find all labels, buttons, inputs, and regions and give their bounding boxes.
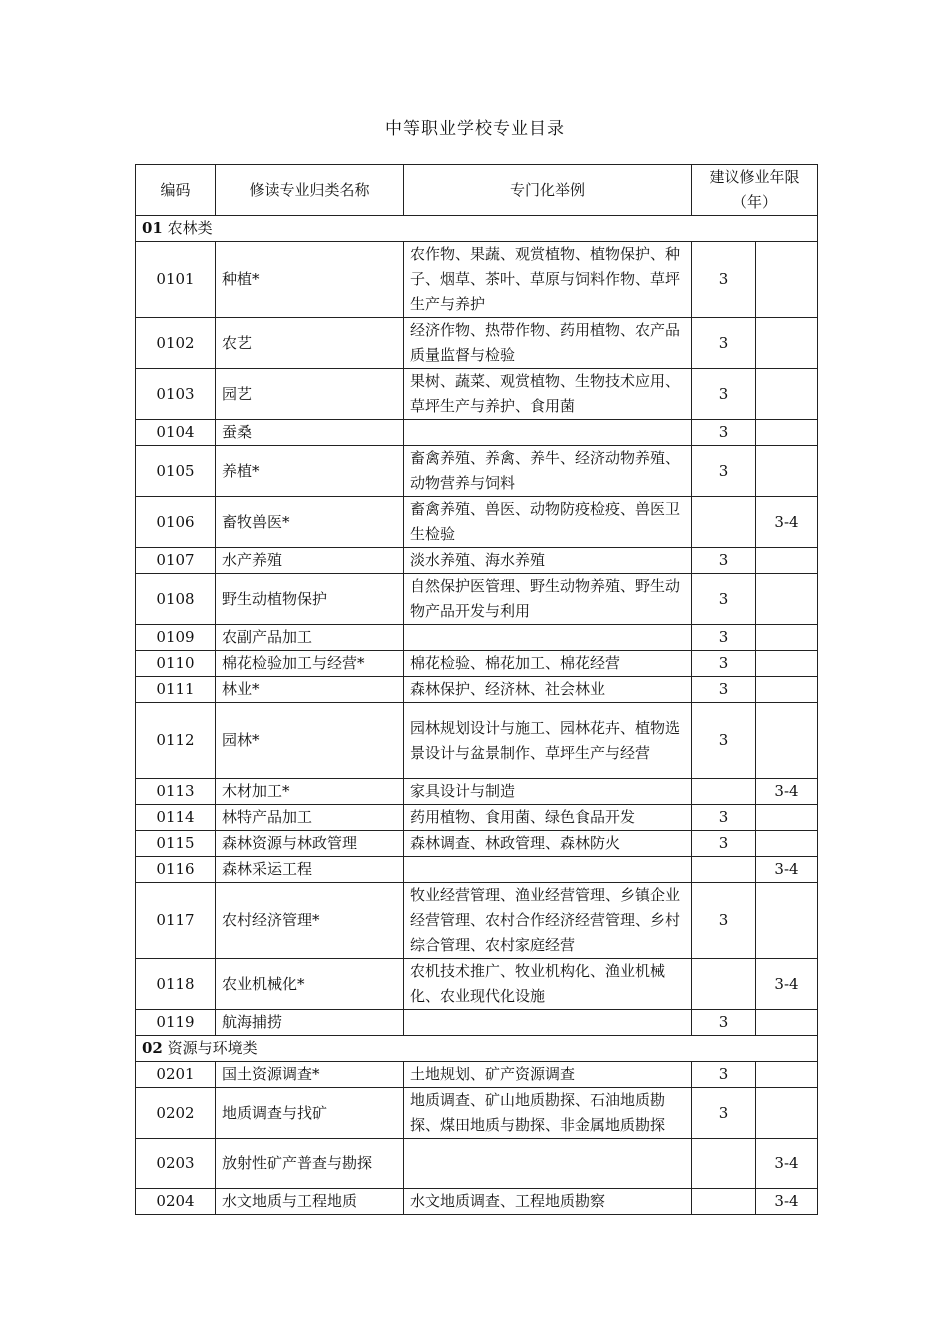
years-3-4 — [756, 548, 818, 574]
major-code: 0102 — [136, 318, 216, 369]
years-3-4: 3-4 — [756, 497, 818, 548]
specialization-examples: 农作物、果蔬、观赏植物、植物保护、种子、烟草、茶叶、草原与饲料作物、草坪生产与养护 — [404, 242, 692, 318]
table-row — [136, 779, 818, 805]
years-3-4 — [756, 883, 818, 959]
table-row — [136, 1062, 818, 1088]
years-3 — [692, 1189, 756, 1215]
years-3: 3 — [692, 677, 756, 703]
major-name: 林特产品加工 — [216, 805, 404, 831]
years-3: 3 — [692, 548, 756, 574]
years-3-4: 3-4 — [756, 1139, 818, 1189]
specialization-examples: 淡水养殖、海水养殖 — [404, 548, 692, 574]
major-name: 农业机械化* — [216, 959, 404, 1010]
years-3 — [692, 779, 756, 805]
specialization-examples: 牧业经营管理、渔业经营管理、乡镇企业经营管理、农村合作经济经营管理、乡村综合管理、农村家庭经营 — [404, 883, 692, 959]
years-3-4 — [756, 446, 818, 497]
years-3-4 — [756, 242, 818, 318]
major-code: 0117 — [136, 883, 216, 959]
specialization-examples: 畜禽养殖、养禽、养牛、经济动物养殖、动物营养与饲料 — [404, 446, 692, 497]
major-code: 0204 — [136, 1189, 216, 1215]
years-3-4 — [756, 625, 818, 651]
years-3 — [692, 1139, 756, 1189]
major-name: 棉花检验加工与经营* — [216, 651, 404, 677]
specialization-examples: 土地规划、矿产资源调查 — [404, 1062, 692, 1088]
major-name: 木材加工* — [216, 779, 404, 805]
years-3 — [692, 497, 756, 548]
years-3: 3 — [692, 703, 756, 779]
table-row — [136, 959, 818, 1010]
major-code: 0116 — [136, 857, 216, 883]
table-row — [136, 497, 818, 548]
specialization-examples: 果树、蔬菜、观赏植物、生物技术应用、草坪生产与养护、食用菌 — [404, 369, 692, 420]
specialization-examples: 棉花检验、棉花加工、棉花经营 — [404, 651, 692, 677]
table-row — [136, 420, 818, 446]
major-name: 畜牧兽医* — [216, 497, 404, 548]
major-code: 0115 — [136, 831, 216, 857]
years-3-4 — [756, 369, 818, 420]
major-name: 国土资源调查* — [216, 1062, 404, 1088]
table-row — [136, 242, 818, 318]
specialization-examples: 园林规划设计与施工、园林花卉、植物选景设计与盆景制作、草坪生产与经营 — [404, 703, 692, 779]
years-3-4 — [756, 574, 818, 625]
table-row — [136, 446, 818, 497]
table-row — [136, 548, 818, 574]
major-code: 0202 — [136, 1088, 216, 1139]
major-code: 0113 — [136, 779, 216, 805]
major-name: 航海捕捞 — [216, 1010, 404, 1036]
table-row — [136, 677, 818, 703]
table-row — [136, 1088, 818, 1139]
major-code: 0118 — [136, 959, 216, 1010]
specialization-examples — [404, 1010, 692, 1036]
years-3-4 — [756, 1010, 818, 1036]
major-code: 0112 — [136, 703, 216, 779]
years-3-4: 3-4 — [756, 779, 818, 805]
major-name: 林业* — [216, 677, 404, 703]
major-name: 种植* — [216, 242, 404, 318]
years-3: 3 — [692, 831, 756, 857]
years-3-4 — [756, 1088, 818, 1139]
specialization-examples — [404, 420, 692, 446]
table-row — [136, 369, 818, 420]
header-years: 建议修业年限（年） — [692, 165, 818, 216]
table-row — [136, 805, 818, 831]
table-row — [136, 318, 818, 369]
years-3: 3 — [692, 651, 756, 677]
specialization-examples — [404, 625, 692, 651]
years-3-4 — [756, 651, 818, 677]
major-code: 0119 — [136, 1010, 216, 1036]
major-code: 0106 — [136, 497, 216, 548]
table-row — [136, 1010, 818, 1036]
years-3: 3 — [692, 883, 756, 959]
major-code: 0111 — [136, 677, 216, 703]
years-3-4 — [756, 1062, 818, 1088]
specialization-examples: 自然保护医管理、野生动物养殖、野生动物产品开发与利用 — [404, 574, 692, 625]
years-3: 3 — [692, 574, 756, 625]
years-3-4 — [756, 703, 818, 779]
major-name: 水产养殖 — [216, 548, 404, 574]
category-code: 01 — [142, 219, 163, 237]
specialization-examples: 农机技术推广、牧业机构化、渔业机械化、农业现代化设施 — [404, 959, 692, 1010]
years-3: 3 — [692, 805, 756, 831]
specialization-examples: 药用植物、食用菌、绿色食品开发 — [404, 805, 692, 831]
major-code: 0203 — [136, 1139, 216, 1189]
specialization-examples: 森林保护、经济林、社会林业 — [404, 677, 692, 703]
specialization-examples: 森林调查、林政管理、森林防火 — [404, 831, 692, 857]
years-3-4: 3-4 — [756, 1189, 818, 1215]
years-3-4 — [756, 677, 818, 703]
major-code: 0109 — [136, 625, 216, 651]
years-3-4 — [756, 805, 818, 831]
page-title: 中等职业学校专业目录 — [385, 119, 565, 139]
major-code: 0107 — [136, 548, 216, 574]
major-name: 养植* — [216, 446, 404, 497]
specialization-examples: 地质调查、矿山地质勘探、石油地质勘探、煤田地质与勘探、非金属地质勘探 — [404, 1088, 692, 1139]
years-3: 3 — [692, 420, 756, 446]
specialization-examples — [404, 857, 692, 883]
years-3-4 — [756, 318, 818, 369]
specialization-examples — [404, 1139, 692, 1189]
table-row — [136, 831, 818, 857]
major-name: 农艺 — [216, 318, 404, 369]
years-3: 3 — [692, 1062, 756, 1088]
category-code: 02 — [142, 1039, 163, 1057]
major-name: 森林资源与林政管理 — [216, 831, 404, 857]
major-name: 野生动植物保护 — [216, 574, 404, 625]
major-name: 放射性矿产普查与勘探 — [216, 1139, 404, 1189]
years-3: 3 — [692, 318, 756, 369]
table-row — [136, 1139, 818, 1189]
years-3-4 — [756, 420, 818, 446]
major-name: 农副产品加工 — [216, 625, 404, 651]
major-name: 森林采运工程 — [216, 857, 404, 883]
major-code: 0103 — [136, 369, 216, 420]
years-3-4 — [756, 831, 818, 857]
header-code: 编码 — [136, 165, 216, 216]
years-3: 3 — [692, 1088, 756, 1139]
category-label — [136, 216, 818, 242]
years-3: 3 — [692, 1010, 756, 1036]
specialization-examples: 畜禽养殖、兽医、动物防疫检疫、兽医卫生检验 — [404, 497, 692, 548]
major-code: 0110 — [136, 651, 216, 677]
major-code: 0104 — [136, 420, 216, 446]
category-label — [136, 1036, 818, 1062]
major-name: 蚕桑 — [216, 420, 404, 446]
years-3: 3 — [692, 369, 756, 420]
major-code: 0108 — [136, 574, 216, 625]
years-3-4: 3-4 — [756, 959, 818, 1010]
major-name: 园林* — [216, 703, 404, 779]
table-row — [136, 625, 818, 651]
category-name: 资源与环境类 — [167, 1039, 258, 1057]
years-3: 3 — [692, 625, 756, 651]
major-code: 0114 — [136, 805, 216, 831]
major-code: 0201 — [136, 1062, 216, 1088]
header-spec: 专门化举例 — [404, 165, 692, 216]
major-code: 0105 — [136, 446, 216, 497]
major-name: 地质调查与找矿 — [216, 1088, 404, 1139]
major-code: 0101 — [136, 242, 216, 318]
years-3-4: 3-4 — [756, 857, 818, 883]
specialization-examples: 水文地质调查、工程地质勘察 — [404, 1189, 692, 1215]
major-name: 园艺 — [216, 369, 404, 420]
major-name: 水文地质与工程地质 — [216, 1189, 404, 1215]
table-row — [136, 703, 818, 779]
major-catalog-table — [135, 164, 818, 1215]
category-row — [136, 216, 818, 242]
table-row — [136, 651, 818, 677]
specialization-examples: 家具设计与制造 — [404, 779, 692, 805]
years-3 — [692, 959, 756, 1010]
years-3: 3 — [692, 446, 756, 497]
years-3 — [692, 857, 756, 883]
header-name: 修读专业归类名称 — [216, 165, 404, 216]
specialization-examples: 经济作物、热带作物、药用植物、农产品质量监督与检验 — [404, 318, 692, 369]
category-name: 农林类 — [167, 219, 213, 237]
category-row — [136, 1036, 818, 1062]
table-row — [136, 574, 818, 625]
years-3: 3 — [692, 242, 756, 318]
table-row — [136, 1189, 818, 1215]
major-name: 农村经济管理* — [216, 883, 404, 959]
table-row — [136, 857, 818, 883]
table-row — [136, 883, 818, 959]
table-header-row — [136, 165, 818, 216]
